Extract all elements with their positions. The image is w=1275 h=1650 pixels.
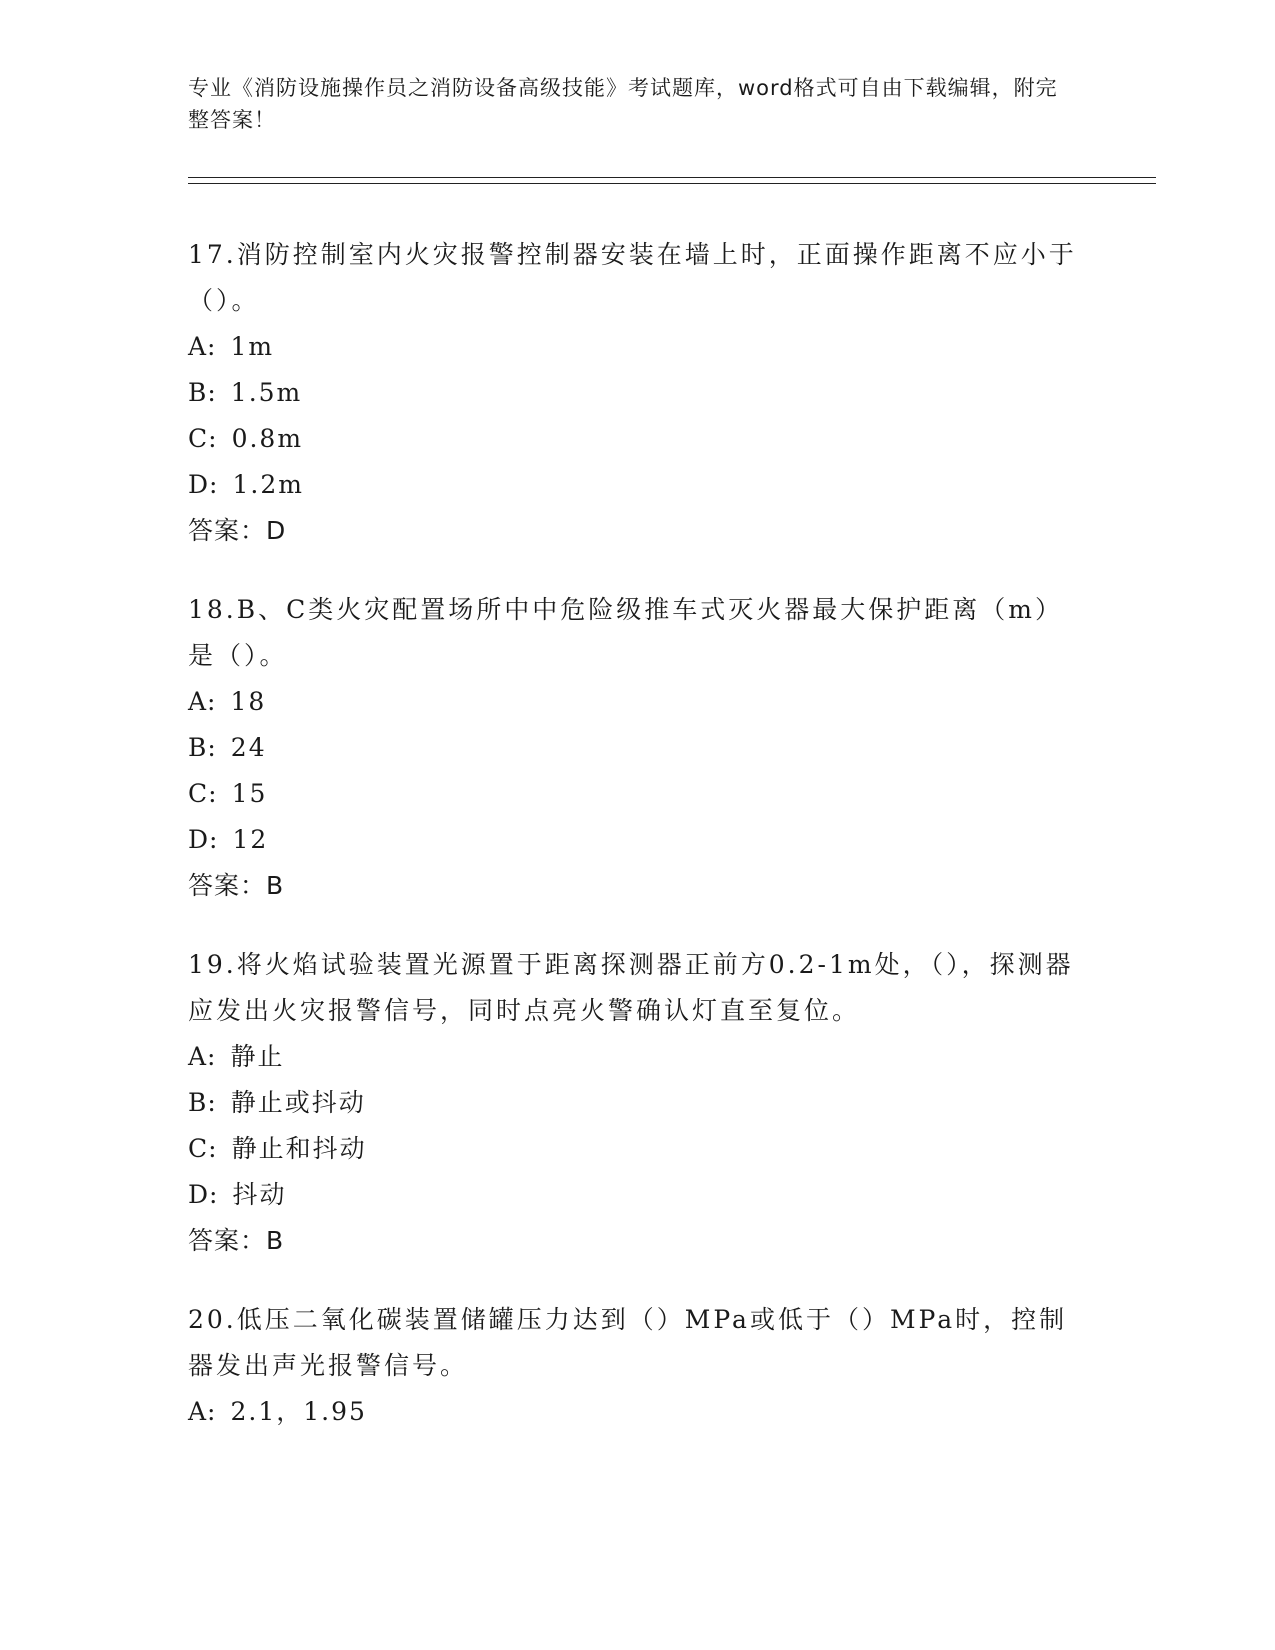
option-key: A: xyxy=(188,687,217,716)
option-row xyxy=(188,1080,1088,1126)
option-value: 抖动 xyxy=(232,1180,287,1209)
option-row xyxy=(188,1172,1088,1218)
option-value: 1.2m xyxy=(232,470,304,499)
option-key: A: xyxy=(188,332,217,361)
answer-line: 答案：D xyxy=(188,516,287,545)
option-value: 24 xyxy=(230,733,267,762)
option-row xyxy=(188,1034,1088,1080)
option-row xyxy=(188,462,1088,508)
option-key: C: xyxy=(188,1134,218,1163)
option-value: 15 xyxy=(231,779,268,808)
option-row xyxy=(188,1126,1088,1172)
question-item xyxy=(188,587,1088,909)
option-value: 18 xyxy=(230,687,267,716)
option-value: 0.8m xyxy=(231,424,304,453)
option-row xyxy=(188,1389,1088,1435)
option-key: D: xyxy=(188,825,219,854)
option-row xyxy=(188,817,1088,863)
option-key: B: xyxy=(188,733,217,762)
header-divider xyxy=(188,177,1156,184)
option-key: D: xyxy=(188,470,219,499)
option-key: B: xyxy=(188,378,217,407)
question-list xyxy=(188,232,1088,1468)
option-row xyxy=(188,771,1088,817)
option-key: C: xyxy=(188,779,218,808)
option-key: B: xyxy=(188,1088,217,1117)
question-stem: 19.将火焰试验装置光源置于距离探测器正前方0.2-1m处，（），探测器应发出火灾报警信号，同时点亮火警确认灯直至复位。 xyxy=(188,950,1074,1025)
question-stem: 17.消防控制室内火灾报警控制器安装在墙上时，正面操作距离不应小于（）。 xyxy=(188,240,1077,315)
option-value: 静止和抖动 xyxy=(231,1134,367,1163)
answer-line: 答案：B xyxy=(188,871,285,900)
option-key: A: xyxy=(188,1042,217,1071)
option-value: 1.5m xyxy=(230,378,303,407)
option-value: 1m xyxy=(230,332,275,361)
option-row xyxy=(188,416,1088,462)
question-item xyxy=(188,232,1088,554)
question-item xyxy=(188,942,1088,1264)
answer-line: 答案：B xyxy=(188,1226,285,1255)
question-stem: 18.B、C类火灾配置场所中中危险级推车式灭火器最大保护距离（m）是（）。 xyxy=(188,595,1063,670)
option-key: D: xyxy=(188,1180,219,1209)
option-row xyxy=(188,370,1088,416)
question-item xyxy=(188,1297,1088,1435)
option-key: A: xyxy=(188,1397,217,1426)
option-value: 12 xyxy=(232,825,269,854)
option-key: C: xyxy=(188,424,218,453)
option-row xyxy=(188,324,1088,370)
option-row xyxy=(188,725,1088,771)
option-row xyxy=(188,679,1088,725)
option-value: 静止或抖动 xyxy=(230,1088,366,1117)
question-stem: 20.低压二氧化碳装置储罐压力达到（）MPa或低于（）MPa时，控制器发出声光报警信号。 xyxy=(188,1305,1068,1380)
option-value: 2.1，1.95 xyxy=(230,1397,367,1426)
option-value: 静止 xyxy=(230,1042,285,1071)
document-header-text: 专业《消防设施操作员之消防设备高级技能》考试题库，word格式可自由下载编辑，附完整答案！ xyxy=(188,76,1058,132)
